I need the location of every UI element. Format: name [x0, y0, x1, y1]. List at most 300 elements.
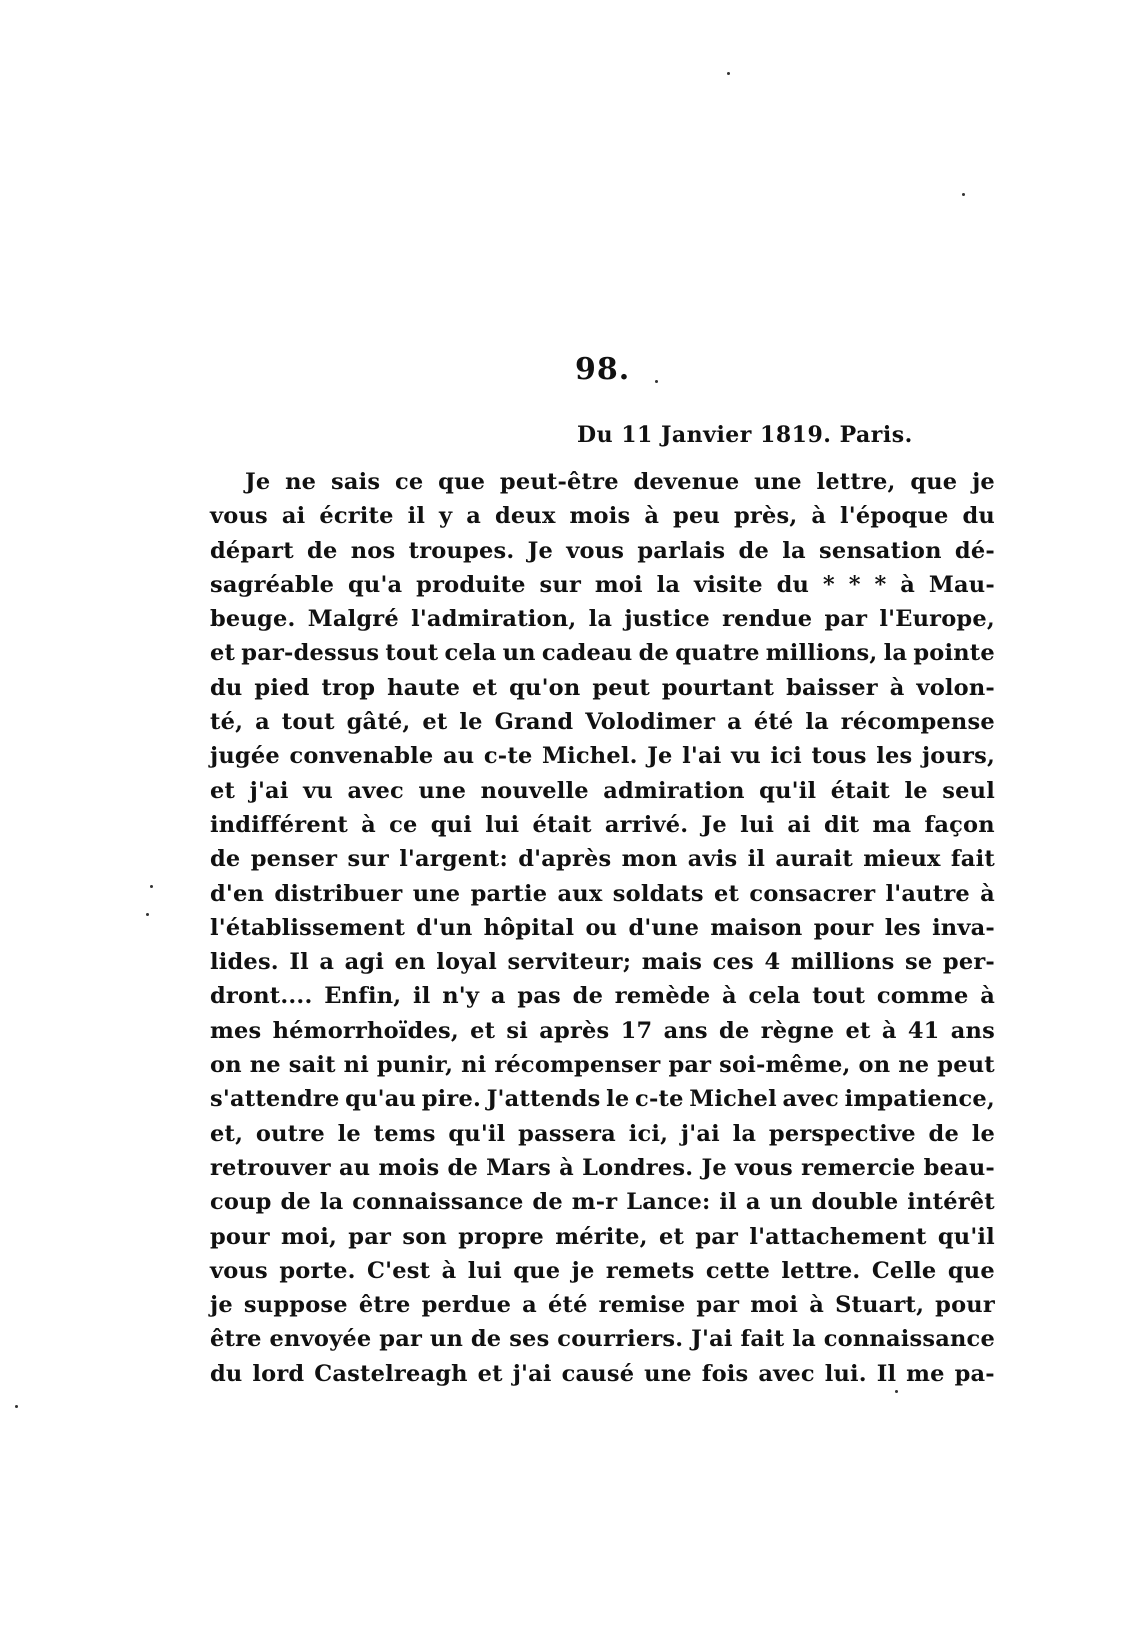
- body-word: vu: [303, 777, 333, 804]
- body-word: fait: [740, 1326, 785, 1353]
- body-word: n'y: [442, 983, 480, 1010]
- body-word: Celle: [871, 1257, 937, 1284]
- body-word: tout: [385, 640, 439, 667]
- body-word: Mau-: [928, 571, 995, 598]
- body-word: été: [753, 709, 794, 736]
- body-word: par: [695, 1223, 739, 1250]
- body-word: J'ai: [691, 1326, 733, 1353]
- body-word: le: [971, 1120, 995, 1147]
- body-word: vous: [735, 1154, 793, 1181]
- body-word: récompense: [840, 709, 995, 736]
- body-word: J'attends: [486, 1086, 601, 1113]
- body-word: justice: [624, 606, 710, 633]
- body-word: mes: [210, 1017, 262, 1044]
- body-word: aurait: [775, 846, 853, 873]
- body-line: [210, 671, 995, 705]
- body-word: Michel: [689, 1086, 777, 1113]
- body-word: convenable: [289, 743, 434, 770]
- body-word: avec: [782, 1086, 839, 1113]
- body-word: visite: [693, 571, 763, 598]
- body-word: j'ai: [512, 1360, 552, 1387]
- body-line: [210, 1220, 995, 1254]
- body-word: partie: [470, 880, 548, 907]
- body-word: m-r: [571, 1189, 618, 1216]
- body-word: qu'il: [759, 777, 817, 804]
- body-word: de: [307, 537, 338, 564]
- body-word: Je: [701, 1154, 727, 1181]
- body-word: d'après: [518, 846, 612, 873]
- body-word: à: [889, 674, 905, 701]
- body-word: dront....: [210, 983, 313, 1010]
- body-word: porte.: [279, 1257, 356, 1284]
- body-word: la: [732, 1120, 757, 1147]
- body-word: lettre,: [816, 469, 896, 495]
- body-word: la: [588, 606, 613, 633]
- body-word: dit: [824, 811, 860, 838]
- body-word: mérite,: [555, 1223, 648, 1250]
- body-word: ni: [461, 1052, 487, 1079]
- body-word: à: [881, 1017, 897, 1044]
- body-word: passera: [518, 1120, 616, 1147]
- body-word: pas: [517, 983, 561, 1010]
- body-word: devenue: [633, 469, 740, 495]
- body-word: suppose: [243, 1292, 348, 1319]
- scan-speck: [727, 72, 730, 75]
- body-word: ne: [285, 469, 317, 495]
- body-word: qui: [430, 811, 472, 838]
- body-word: ici,: [628, 1120, 669, 1147]
- body-word: a: [727, 709, 742, 736]
- body-word: té,: [210, 709, 244, 736]
- body-word: impatience,: [844, 1086, 995, 1113]
- body-word: serviteur;: [507, 949, 632, 976]
- body-word: était: [830, 777, 890, 804]
- body-word: et: [477, 1360, 503, 1387]
- body-word: à: [811, 503, 827, 530]
- body-word: par: [348, 1223, 392, 1250]
- body-word: le: [459, 709, 483, 736]
- body-word: sais: [330, 469, 381, 495]
- body-word: à: [361, 811, 376, 838]
- body-word: tems: [373, 1120, 436, 1147]
- body-word: millions: [790, 949, 895, 976]
- body-word: soldats: [612, 880, 704, 907]
- body-word: C'est: [367, 1257, 431, 1284]
- body-word: l'attachement: [749, 1223, 927, 1250]
- body-word: un: [502, 640, 536, 667]
- body-word: ai: [787, 811, 811, 838]
- body-word: ne: [249, 1052, 281, 1079]
- body-word: arrivé.: [604, 811, 689, 838]
- body-word: Lance:: [626, 1189, 711, 1216]
- body-word: Je: [701, 811, 727, 838]
- body-word: Malgré: [307, 606, 399, 633]
- body-word: aux: [557, 880, 603, 907]
- body-word: et: [210, 777, 236, 804]
- body-line: [210, 534, 995, 568]
- body-word: per-: [942, 949, 995, 976]
- body-word: cela: [444, 640, 497, 667]
- body-word: quatre: [675, 640, 760, 667]
- body-word: remercie: [801, 1154, 916, 1181]
- body-word: nouvelle: [480, 777, 589, 804]
- body-word: inva-: [932, 914, 995, 941]
- body-line: [210, 1322, 995, 1356]
- body-word: était: [532, 811, 592, 838]
- body-word: par-dessus: [241, 640, 380, 667]
- body-word: je: [571, 1257, 595, 1284]
- body-word: nos: [350, 537, 396, 564]
- body-word: Michel.: [542, 743, 638, 770]
- body-word: jugée: [210, 743, 280, 770]
- body-word: qu'a: [347, 571, 403, 598]
- body-word: Castelreagh: [314, 1360, 468, 1387]
- body-word: je: [210, 1292, 233, 1319]
- body-word: que: [438, 469, 486, 495]
- body-word: ses: [509, 1326, 550, 1353]
- body-word: de: [638, 640, 670, 667]
- body-line: [210, 1014, 995, 1048]
- body-word: vous: [566, 537, 625, 564]
- body-line: [210, 1288, 995, 1322]
- body-word: double: [811, 1189, 899, 1216]
- body-word: beuge.: [210, 606, 296, 633]
- body-word: trop: [321, 674, 376, 701]
- body-word: un: [429, 1326, 464, 1353]
- body-word: qu'il: [937, 1223, 995, 1250]
- body-word: moi,: [281, 1223, 338, 1250]
- scan-speck: [146, 913, 149, 916]
- body-word: ou: [585, 914, 618, 941]
- body-word: près,: [733, 503, 798, 530]
- body-word: une: [644, 1360, 692, 1387]
- body-word: du: [210, 1360, 243, 1387]
- body-word: sagréable: [210, 571, 335, 598]
- body-word: à: [980, 880, 995, 907]
- body-word: mais: [641, 949, 703, 976]
- body-word: par: [696, 1292, 740, 1319]
- body-word: l'argent:: [399, 846, 508, 873]
- body-word: c-te: [483, 743, 533, 770]
- body-line: [210, 774, 995, 808]
- body-word: beau-: [923, 1154, 995, 1181]
- body-word: propre: [458, 1223, 544, 1250]
- body-word: qu'on: [509, 674, 581, 701]
- body-word: cela: [748, 983, 801, 1010]
- body-word: pour: [813, 914, 874, 941]
- body-word: a: [255, 709, 270, 736]
- body-word: c-te: [635, 1086, 684, 1113]
- body-word: et: [470, 1017, 496, 1044]
- letter-number: 98.: [575, 352, 631, 387]
- body-word: à: [900, 571, 916, 598]
- body-word: hôpital: [483, 914, 575, 941]
- body-word: départ: [210, 537, 294, 564]
- body-word: vu: [731, 743, 761, 770]
- body-word: remise: [598, 1292, 686, 1319]
- body-word: un: [769, 1189, 803, 1216]
- body-word: dé-: [954, 537, 995, 564]
- body-word: par: [379, 1326, 423, 1353]
- body-word: Je: [527, 537, 553, 564]
- body-word: a: [319, 949, 335, 976]
- body-word: Grand: [494, 709, 574, 736]
- body-line: [210, 842, 995, 876]
- body-word: a: [522, 1292, 537, 1319]
- body-word: sensation: [818, 537, 942, 564]
- body-word: l'Europe,: [879, 606, 995, 633]
- body-word: gâté,: [346, 709, 411, 736]
- body-word: par: [824, 606, 868, 633]
- body-word: qu'au: [345, 1086, 417, 1113]
- body-word: indifférent: [210, 811, 348, 838]
- body-word: 41: [907, 1017, 940, 1044]
- body-word: de: [447, 1154, 478, 1181]
- body-word: à: [559, 1154, 574, 1181]
- body-line: [210, 1048, 995, 1082]
- body-word: été: [547, 1292, 588, 1319]
- body-word: la: [805, 709, 829, 736]
- body-word: ces: [712, 949, 754, 976]
- body-word: a: [466, 503, 482, 530]
- body-line: [210, 636, 995, 670]
- body-word: troupes.: [408, 537, 515, 564]
- body-word: et: [845, 1017, 871, 1044]
- body-word: écrite: [319, 503, 394, 530]
- body-word: Stuart,: [835, 1292, 925, 1319]
- body-word: lui: [467, 1257, 502, 1284]
- body-word: de: [470, 1326, 502, 1353]
- body-word: les: [876, 743, 913, 770]
- body-word: moi: [750, 1292, 799, 1319]
- body-word: de: [928, 1120, 959, 1147]
- body-word: moi: [594, 571, 643, 598]
- body-word: et: [422, 709, 448, 736]
- body-word: connaissance: [823, 1326, 995, 1353]
- body-word: et: [714, 880, 740, 907]
- body-word: l'admiration,: [411, 606, 577, 633]
- body-word: y: [439, 503, 453, 530]
- body-word: lui.: [824, 1360, 867, 1387]
- body-word: par: [668, 1052, 712, 1079]
- body-line: [210, 877, 995, 911]
- body-word: coup: [210, 1189, 272, 1216]
- body-word: Enfin,: [324, 983, 402, 1010]
- body-word: Mars: [486, 1154, 551, 1181]
- body-word: mois: [378, 1154, 440, 1181]
- body-word: pour: [210, 1223, 270, 1250]
- body-word: du: [210, 674, 243, 701]
- scan-speck: [655, 380, 658, 383]
- body-word: comme: [876, 983, 969, 1010]
- body-word: parlais: [637, 537, 726, 564]
- body-word: a: [745, 1189, 761, 1216]
- body-word: on: [210, 1052, 242, 1079]
- body-word: il: [719, 1189, 737, 1216]
- body-word: avis: [687, 846, 738, 873]
- body-word: ai: [281, 503, 306, 530]
- body-word: volon-: [916, 674, 995, 701]
- body-word: les: [884, 914, 921, 941]
- body-word: cadeau: [541, 640, 633, 667]
- body-word: le: [337, 1120, 361, 1147]
- body-word: causé: [561, 1360, 635, 1387]
- body-word: de: [280, 1189, 311, 1216]
- body-word: envoyée: [269, 1326, 372, 1353]
- body-word: deux: [494, 503, 556, 530]
- body-word: mon: [621, 846, 678, 873]
- body-word: ans: [663, 1017, 708, 1044]
- body-word: Je: [245, 469, 271, 495]
- body-word: intérêt: [907, 1189, 995, 1216]
- body-word: après: [539, 1017, 610, 1044]
- body-word: 17: [620, 1017, 653, 1044]
- body-word: au: [339, 1154, 371, 1181]
- body-word: perspective: [768, 1120, 916, 1147]
- body-word: il: [747, 846, 766, 873]
- body-word: agi: [344, 949, 385, 976]
- body-word: être: [358, 1292, 411, 1319]
- body-line: [210, 911, 995, 945]
- body-word: que: [910, 469, 958, 495]
- body-word: cette: [705, 1257, 770, 1284]
- body-word: règne: [760, 1017, 835, 1044]
- body-line: [210, 739, 995, 773]
- body-word: l'établissement: [210, 914, 406, 941]
- body-word: *: [874, 571, 887, 598]
- body-word: à: [722, 983, 737, 1010]
- body-word: me: [906, 1360, 945, 1387]
- body-word: la: [656, 571, 681, 598]
- letter-dateline: Du 11 Janvier 1819. Paris.: [577, 422, 913, 448]
- body-word: lui: [740, 811, 775, 838]
- body-word: et: [472, 674, 498, 701]
- body-word: fois: [701, 1360, 749, 1387]
- body-word: mois: [569, 503, 631, 530]
- body-word: *: [848, 571, 861, 598]
- body-word: une: [412, 880, 461, 907]
- body-word: d'un: [416, 914, 473, 941]
- body-word: et,: [210, 1120, 244, 1147]
- body-word: hémorrhoïdes,: [272, 1017, 459, 1044]
- body-word: ce: [389, 811, 418, 838]
- body-word: la: [883, 640, 908, 667]
- body-word: l'époque: [840, 503, 949, 530]
- body-line: [210, 1117, 995, 1151]
- body-word: mieux: [863, 846, 941, 873]
- body-line: [210, 979, 995, 1013]
- body-word: distribuer: [274, 880, 403, 907]
- body-word: on: [858, 1052, 891, 1079]
- body-line: [210, 1254, 995, 1288]
- scan-speck: [15, 1405, 18, 1408]
- body-word: que: [947, 1257, 995, 1284]
- body-word: seul: [942, 777, 995, 804]
- body-word: et: [658, 1223, 685, 1250]
- body-word: j'ai: [249, 777, 289, 804]
- body-word: du: [962, 503, 995, 530]
- body-word: ans: [950, 1017, 995, 1044]
- body-word: remets: [605, 1257, 695, 1284]
- body-word: loyal: [436, 949, 497, 976]
- body-word: haute: [387, 674, 461, 701]
- body-word: à: [980, 983, 995, 1010]
- body-word: pourtant: [661, 674, 775, 701]
- body-word: sur: [347, 846, 389, 873]
- body-word: courriers.: [557, 1326, 684, 1353]
- body-line: [210, 705, 995, 739]
- body-word: pire.: [421, 1086, 482, 1113]
- body-word: 4: [764, 949, 781, 976]
- body-word: punir,: [376, 1052, 454, 1079]
- body-word: Je: [647, 743, 673, 770]
- scan-speck: [150, 885, 153, 888]
- body-word: ce: [394, 469, 424, 495]
- body-word: Volodimer: [585, 709, 716, 736]
- body-word: à: [644, 503, 660, 530]
- body-word: le: [904, 777, 928, 804]
- body-word: son: [402, 1223, 447, 1250]
- body-word: j'ai: [680, 1120, 720, 1147]
- body-word: soi-même,: [719, 1052, 851, 1079]
- body-word: peut: [592, 674, 650, 701]
- body-line: [210, 1151, 995, 1185]
- body-word: millions,: [765, 640, 878, 667]
- body-line: [210, 499, 995, 533]
- body-word: à: [441, 1257, 457, 1284]
- body-word: la: [319, 1189, 344, 1216]
- body-word: peut: [937, 1052, 995, 1079]
- body-word: du: [776, 571, 810, 598]
- body-word: Il: [289, 949, 309, 976]
- body-line: [210, 1082, 995, 1116]
- body-word: de: [210, 846, 241, 873]
- body-line: [210, 1185, 995, 1219]
- body-word: il: [413, 983, 431, 1010]
- body-word: produite: [416, 571, 526, 598]
- body-word: façon: [924, 811, 995, 838]
- body-line: [210, 1357, 995, 1391]
- body-word: il: [407, 503, 426, 530]
- body-word: baisser: [786, 674, 878, 701]
- body-word: être: [210, 1326, 262, 1353]
- letter-body: [210, 465, 995, 1391]
- body-word: se: [904, 949, 933, 976]
- body-word: rendue: [722, 606, 813, 633]
- body-word: avec: [758, 1360, 815, 1387]
- body-word: de: [719, 1017, 750, 1044]
- body-word: sait: [288, 1052, 336, 1079]
- body-word: avec: [347, 777, 404, 804]
- body-line: [210, 465, 995, 499]
- body-word: lord: [252, 1360, 305, 1387]
- body-word: a: [490, 983, 506, 1010]
- body-word: tout: [281, 709, 335, 736]
- body-word: et: [210, 640, 236, 667]
- body-word: perdue: [421, 1292, 512, 1319]
- body-word: peu: [673, 503, 721, 530]
- body-word: de: [738, 537, 769, 564]
- body-word: pa-: [954, 1360, 995, 1387]
- body-word: retrouver: [210, 1154, 331, 1181]
- body-word: d'en: [210, 880, 265, 907]
- body-line: [210, 568, 995, 602]
- body-word: consacrer: [749, 880, 876, 907]
- body-word: pour: [935, 1292, 995, 1319]
- body-line: [210, 808, 995, 842]
- body-word: tout: [812, 983, 866, 1010]
- body-line: [210, 945, 995, 979]
